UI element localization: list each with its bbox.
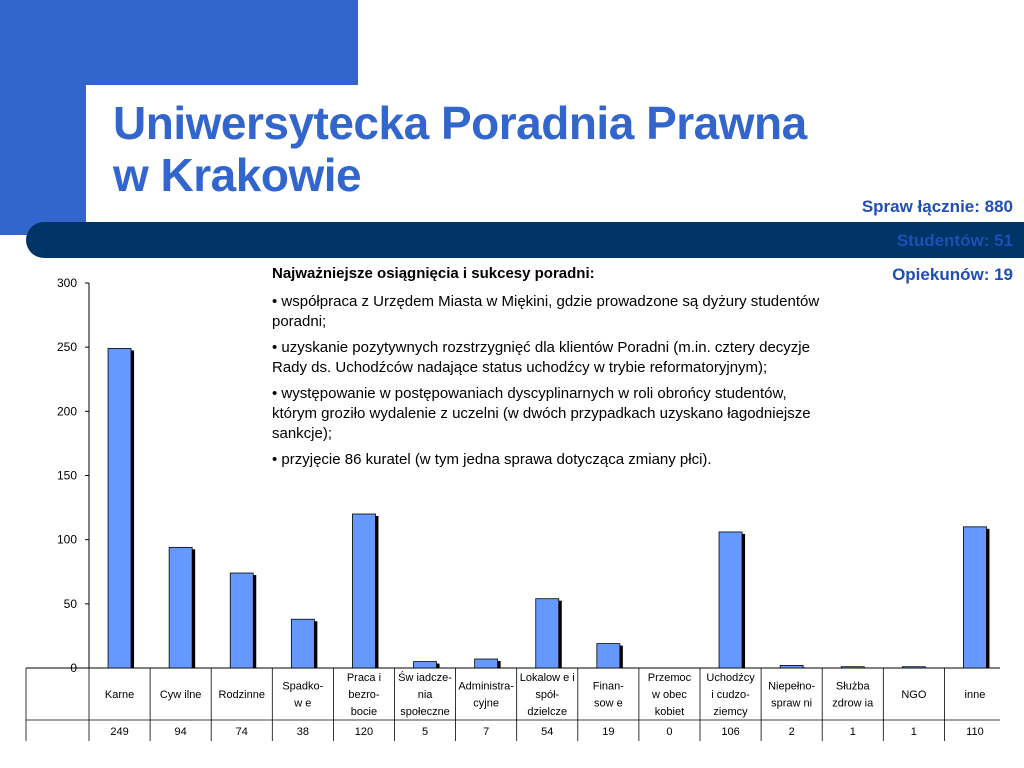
bar [108,348,131,668]
bar [475,659,498,668]
value-label: 0 [666,726,673,738]
bar [963,527,986,668]
y-tick-label: 100 [56,532,77,547]
category-label: Niepełno- [768,680,816,693]
category-label: spraw ni [771,697,813,710]
achievement-item: • uzyskanie pozytywnych rozstrzygnięć dla klientów Poradni (m.in. cztery decyzje Rady ds. Uchodźców nadające status uchodźcy w trybie reformatoryjnym); [272,339,810,376]
y-tick-label: 0 [70,661,77,675]
category-label: Spadko- [282,680,324,693]
category-label: cyjne [473,697,499,710]
value-label: 94 [174,726,187,738]
bar [169,547,192,668]
category-label: społeczne [400,706,450,718]
achievements-text [272,264,820,476]
value-label: 1 [849,726,856,738]
category-label: Karne [104,689,135,701]
category-label: bocie [350,706,378,718]
category-label: dzielcze [527,706,568,718]
value-label: 110 [966,726,984,738]
achievement-item: • występowanie w postępowaniach dyscyplinarnych w roli obrońcy studentów, którym groziło wydalenie z uczelni (w dwóch przypadkach uzyskano łagodniejsze sankcje); [272,385,811,442]
bar [780,665,803,668]
bar [597,644,620,668]
category-label: Praca i [346,672,382,684]
achievements-heading: Najważniejsze osiągnięcia i sukcesy poradni: [272,265,595,282]
y-tick-label: 200 [56,404,77,419]
value-label: 38 [296,726,309,738]
bar [291,619,314,668]
value-label: 74 [235,726,248,738]
value-label: 1 [910,726,917,738]
category-label: Cyw ilne [159,689,202,701]
category-label: ziemcy [713,706,748,718]
category-label: Przemoc [647,672,692,684]
category-label: inne [964,689,986,701]
y-tick-label: 50 [63,596,77,611]
achievement-item: • współpraca z Urzędem Miasta w Miękini, gdzie prowadzone są dyżury studentów poradni; [272,293,820,330]
bar [719,532,742,668]
category-label: w obec [652,689,687,701]
achievement-item: • przyjęcie 86 kuratel (w tym jedna sprawa dotycząca zmiany płci). [272,451,712,468]
page-title [113,97,807,201]
title-line-1: Uniwersytecka Poradnia Prawna [113,97,807,149]
category-label: Administra- [458,680,514,693]
value-label: 54 [541,726,554,738]
title-line-2: w Krakowie [113,149,362,201]
value-label: 120 [354,726,374,738]
value-label: 106 [721,726,740,738]
stat-cases: Spraw łącznie: 880 [861,197,1013,216]
bar [536,599,559,668]
category-label: kobiet [654,706,685,718]
category-label: Finan- [592,680,624,693]
category-label: Św iadcze- [398,672,452,684]
bar [230,573,253,668]
value-label: 5 [421,726,429,738]
category-label: Rodzinne [218,689,265,701]
category-label: NGO [901,689,927,701]
value-label: 19 [602,726,615,738]
category-label: i cudzo- [711,689,750,701]
category-label: zdrow ia [832,697,874,710]
y-tick-label: 150 [56,468,77,483]
category-label: Służba [835,680,870,693]
value-label: 2 [788,726,795,738]
bar [352,514,375,668]
y-tick-label: 250 [56,340,77,355]
category-label: Lokalow e i [519,672,575,684]
bar [841,667,864,668]
side-decoration [0,0,86,235]
bar [414,662,437,668]
category-label: bezro- [348,689,380,701]
category-label: w e [294,697,312,710]
category-label: Uchodźcy [706,672,755,684]
category-label: nia [417,689,433,701]
stat-students: Studentów: 51 [896,231,1013,250]
category-label: spół- [535,689,560,701]
value-label: 7 [483,726,490,738]
y-tick-label: 300 [56,276,77,290]
stat-supervisors: Opiekunów: 19 [892,265,1013,284]
category-label: sow e [593,697,623,710]
bar [902,667,925,668]
value-label: 249 [110,726,129,738]
